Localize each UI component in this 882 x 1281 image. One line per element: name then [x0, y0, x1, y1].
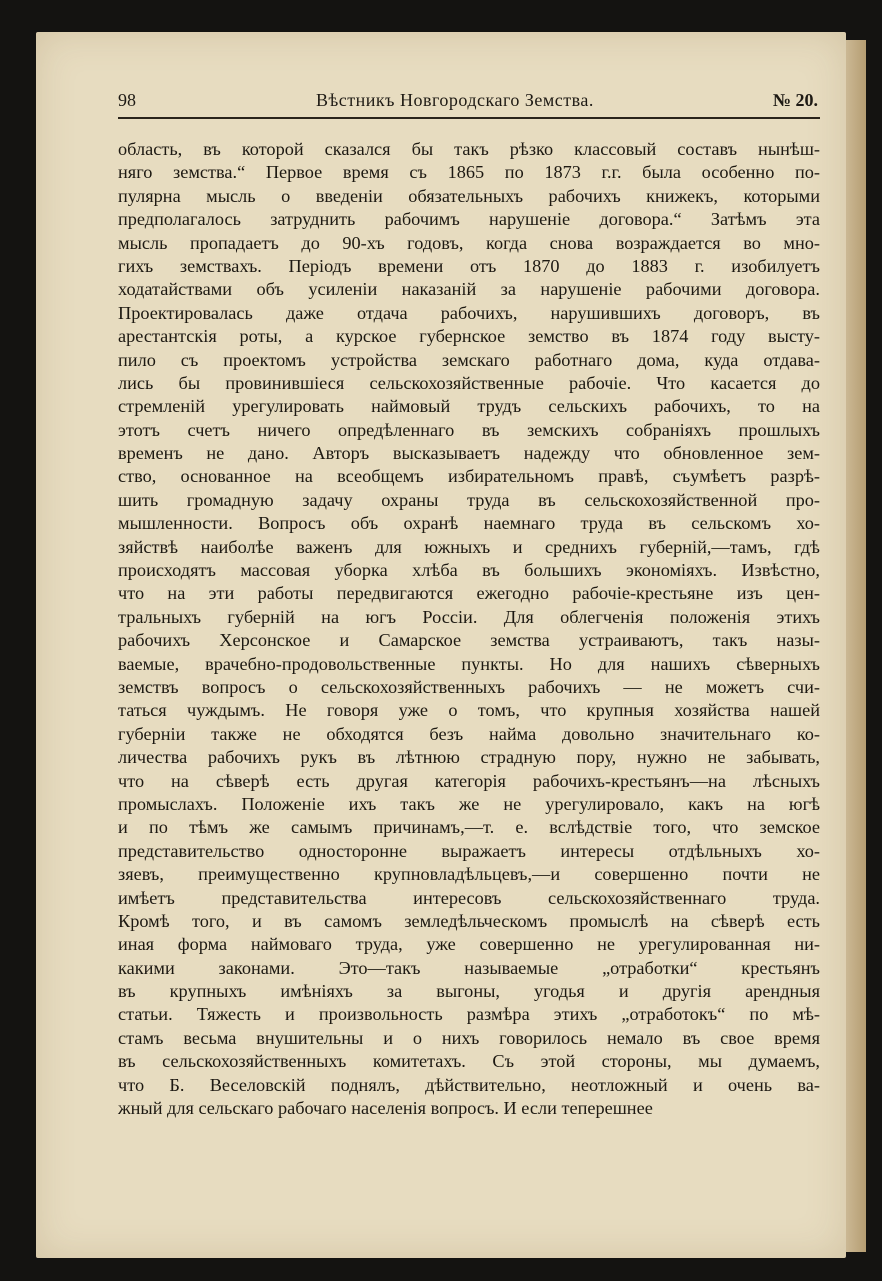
text-line: область, въ которой сказался бы такъ рѣзко классовый составъ нынѣш- [118, 139, 820, 159]
journal-title: Вѣстникъ Новгородскаго Земства. [316, 90, 594, 110]
text-line: ходатайствами объ усиленіи наказаній за нарушеніе рабочими договора. [118, 279, 820, 300]
text-line: въ сельскохозяйственныхъ комитетахъ. Съ этой стороны, мы думаемъ, [118, 1051, 820, 1072]
text-line: что на сѣверѣ есть другая категорія рабочихъ-крестьянъ—на лѣсныхъ [118, 770, 820, 791]
text-line: въ крупныхъ имѣніяхъ за выгоны, угодья и другія арендныя [118, 981, 820, 1002]
adjacent-page-edge [846, 40, 866, 1252]
text-line: мышленности. Вопросъ объ охранѣ наемнаго труда въ сельскомъ хо- [118, 513, 820, 534]
text-line: арестантскія роты, а курское губернское земство въ 1874 году высту- [118, 326, 820, 347]
text-line: стамъ весьма внушительны и о нихъ говорилось немало въ свое время [118, 1027, 820, 1048]
text-line: ство, основанное на всеобщемъ избирательномъ правѣ, съумѣетъ разрѣ- [118, 466, 820, 487]
text-line: имѣетъ представительства интересовъ сельскохозяйственнаго труда. [118, 887, 820, 908]
text-line: зяйствѣ наиболѣе важенъ для южныхъ и среднихъ губерній,—тамъ, гдѣ [118, 536, 820, 557]
text-line: тральныхъ губерній на югъ Россіи. Для облегченія положенія этихъ [118, 606, 820, 627]
text-line: таться чуждымъ. Не говоря уже о томъ, что крупныя хозяйства нашей [118, 700, 820, 721]
text-line: пулярна мысль о введеніи обязательныхъ рабочихъ книжекъ, которыми [118, 185, 820, 206]
text-line: какими законами. Это—такъ называемые „отработки“ крестьянъ [118, 957, 820, 978]
text-line: этотъ счетъ ничего опредѣленнаго въ земскихъ собраніяхъ прошлыхъ [118, 419, 820, 440]
text-line: временъ не дано. Авторъ высказываетъ надежду что обновленное зем- [118, 443, 820, 464]
issue-number: № 20. [772, 90, 818, 110]
text-line: губерніи также не обходятся безъ найма довольно значительнаго ко- [118, 723, 820, 744]
text-line: лись бы провинившіеся сельскохозяйственные рабочіе. Что касается до [118, 372, 820, 393]
text-line: что на эти работы передвигаются ежегодно рабочіе-крестьяне изъ цен- [118, 583, 820, 604]
text-line: рабочихъ Херсонское и Самарское земства устраиваютъ, такъ назы- [118, 630, 820, 651]
text-line: представительство односторонне выражаетъ интересы отдѣльныхъ хо- [118, 840, 820, 861]
text-line: происходятъ массовая уборка хлѣба въ большихъ экономіяхъ. Извѣстно, [118, 560, 820, 581]
text-line: пило съ проектомъ устройства земскаго работнаго дома, куда отдава- [118, 349, 820, 370]
text-line: стремленій урегулировать наймовый трудъ сельскихъ рабочихъ, то на [118, 396, 820, 417]
text-line: что Б. Веселовскій поднялъ, дѣйствительно, неотложный и очень ва- [118, 1074, 820, 1095]
text-line: жный для сельскаго рабочаго населенія вопросъ. И если теперешнее [118, 1098, 653, 1119]
text-line: Проектировалась даже отдача рабочихъ, нарушившихъ договоръ, въ [118, 302, 820, 323]
article-body [118, 138, 820, 1120]
text-line: иная форма наймоваго труда, уже совершенно не урегулированная ни- [118, 934, 820, 955]
running-header [118, 90, 818, 116]
text-line: промыслахъ. Положеніе ихъ такъ же не урегулировало, какъ на югѣ [118, 793, 820, 814]
text-line: гихъ земствахъ. Періодъ времени отъ 1870 до 1883 г. изобилуетъ [118, 255, 820, 276]
text-line: Кромѣ того, и въ самомъ земледѣльческомъ промыслѣ на сѣверѣ есть [118, 910, 820, 931]
text-line: няго земства.“ Первое время съ 1865 по 1873 г.г. была особенно по- [118, 162, 820, 183]
text-line: предполагалось затруднить рабочимъ нарушеніе договора.“ Затѣмъ эта [118, 209, 820, 230]
text-line: земствъ вопросъ о сельскохозяйственныхъ рабочихъ — не можетъ счи- [118, 676, 820, 697]
text-line: и по тѣмъ же самымъ причинамъ,—т. е. вслѣдствіе того, что земское [118, 817, 820, 838]
text-line: мысль пропадаетъ до 90-хъ годовъ, когда снова возраждается во мно- [118, 232, 820, 253]
page-number: 98 [118, 90, 136, 110]
text-line: шить громадную задачу охраны труда въ сельскохозяйственной про- [118, 489, 820, 510]
text-line: личества рабочихъ рукъ въ лѣтнюю страдную пору, нужно не забывать, [118, 747, 820, 768]
text-line: ваемые, врачебно-продовольственные пункты. Но для нашихъ сѣверныхъ [118, 653, 820, 674]
text-line: зяевъ, преимущественно крупновладѣльцевъ,—и совершенно почти не [118, 864, 820, 885]
text-line: статьи. Тяжесть и произвольность размѣра этихъ „отработокъ“ по мѣ- [118, 1004, 820, 1025]
header-rule [118, 117, 820, 119]
